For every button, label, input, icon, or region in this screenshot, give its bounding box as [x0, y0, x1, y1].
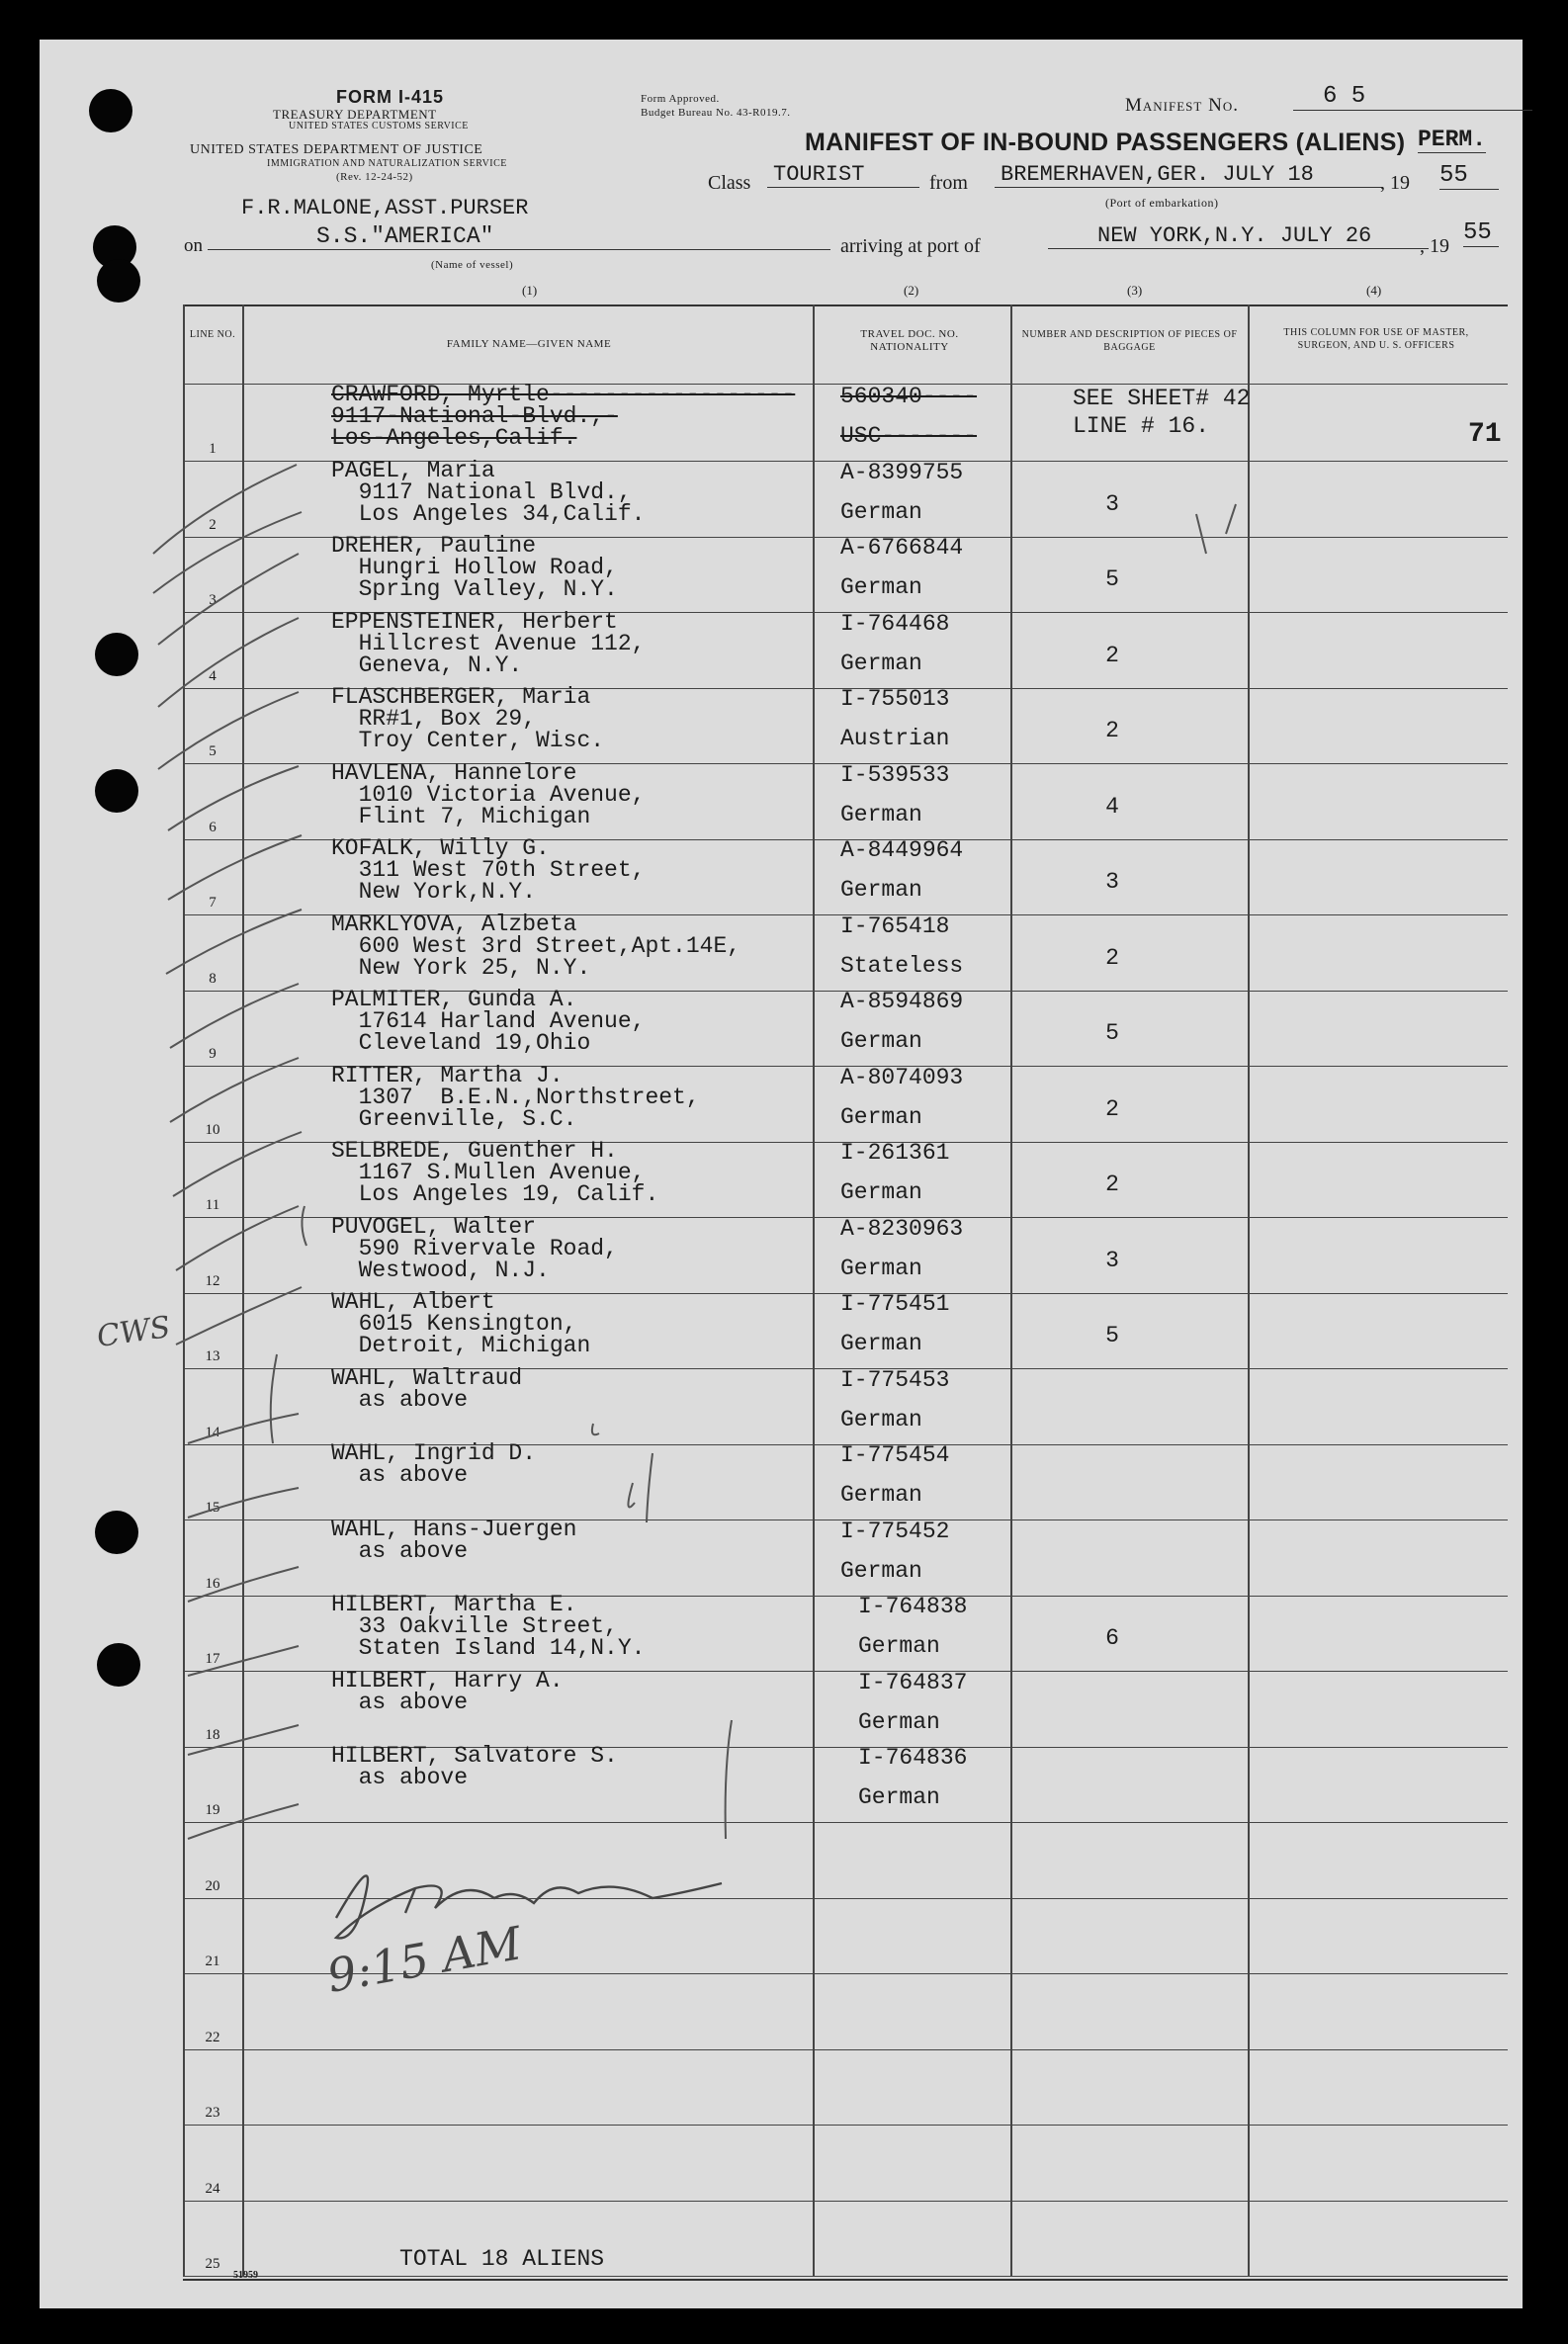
nationality: German	[858, 1708, 940, 1735]
travel-doc-number: A-6766844	[840, 535, 964, 561]
passenger-address-line: as above	[331, 1462, 469, 1488]
manifest-title: MANIFEST OF IN-BOUND PASSENGERS (ALIENS)	[805, 129, 1406, 156]
passenger-address-line: Los-Angeles,Calif.	[331, 425, 577, 451]
passenger-name: FLASCHBERGER, Maria	[331, 684, 591, 710]
vessel-name: S.S."AMERICA"	[208, 223, 830, 250]
margin-initials: CWS	[94, 1309, 173, 1355]
revision-label: (Rev. 12-24-52)	[336, 171, 413, 183]
passenger-address-line: 9117-National-Blvd.,-	[331, 403, 618, 429]
officer-remark: 71	[1468, 419, 1502, 450]
passenger-address-line: 600 West 3rd Street,Apt.14E,	[331, 932, 741, 959]
line-number: 15	[205, 1500, 220, 1516]
column-number-4: (4)	[1366, 283, 1382, 298]
baggage-count: 2	[1105, 642, 1119, 668]
passenger-address-line: 6015 Kensington,	[331, 1311, 577, 1337]
year-prefix-1: , 19	[1380, 172, 1410, 194]
form-approved: Form Approved.	[641, 93, 720, 105]
passenger-address-line: New York 25, N.Y.	[331, 954, 591, 981]
passenger-name: SELBREDE, Guenther H.	[331, 1138, 618, 1164]
line-number: 23	[205, 2105, 220, 2121]
nationality: German	[840, 1406, 922, 1432]
nationality: German	[858, 1633, 940, 1659]
passenger-name: MARKLYOVA, Alzbeta	[331, 911, 577, 937]
passenger-name: HAVLENA, Hannelore	[331, 759, 577, 786]
header-officers: THIS COLUMN FOR USE OF MASTER, SURGEON, AND U. S. OFFICERS	[1283, 327, 1469, 351]
passenger-address-line: as above	[331, 1689, 469, 1715]
passenger-name: HILBERT, Salvatore S.	[331, 1743, 618, 1769]
travel-doc-number: A-8230963	[840, 1215, 964, 1242]
baggage-count: 3	[1105, 490, 1119, 517]
passenger-name: PAGEL, Maria	[331, 457, 495, 483]
travel-doc-number: I-261361	[840, 1140, 950, 1166]
passenger-address-line: 590 Rivervale Road,	[331, 1235, 618, 1261]
baggage-count: 5	[1105, 1323, 1119, 1348]
column-number-3: (3)	[1127, 283, 1143, 298]
nationality: German	[840, 1103, 922, 1130]
from-label: from	[929, 172, 968, 194]
passenger-address-line: Flint 7, Michigan	[331, 803, 591, 829]
passenger-address-line: Geneva, N.Y.	[331, 651, 523, 678]
passenger-name: HILBERT, Martha E.	[331, 1592, 577, 1617]
nationality: German	[840, 650, 922, 676]
line-number: 5	[209, 743, 217, 759]
travel-doc-number: A-8594869	[840, 989, 964, 1014]
passenger-name: WAHL, Waltraud	[331, 1364, 523, 1391]
line-number: 21	[205, 1953, 220, 1969]
passenger-address-line: Hillcrest Avenue 112,	[331, 630, 646, 656]
line-number: 24	[205, 2180, 220, 2197]
passenger-address-line: 1307 B.E.N.,Northstreet,	[331, 1084, 700, 1110]
passenger-address-line: Troy Center, Wisc.	[331, 728, 605, 753]
port-of-embarkation: BREMERHAVEN,GER. JULY 18	[995, 162, 1382, 188]
form-number: FORM I-415	[336, 87, 445, 107]
passenger-name: KOFALK, Willy G.	[331, 835, 550, 861]
nationality: German	[840, 1557, 922, 1584]
travel-doc-number: 560340----	[840, 384, 978, 409]
baggage-count: 5	[1105, 1020, 1119, 1046]
travel-doc-number: I-775452	[840, 1518, 950, 1544]
baggage-count: 4	[1105, 793, 1119, 820]
baggage-count: 2	[1105, 1172, 1119, 1197]
passenger-address-line: 1167 S.Mullen Avenue,	[331, 1160, 646, 1185]
line-number: 4	[209, 667, 217, 684]
header-line-no: LINE NO.	[189, 329, 236, 340]
manifest-type: PERM.	[1418, 127, 1487, 152]
on-label: on	[184, 235, 203, 256]
line-number: 22	[205, 2029, 220, 2045]
passenger-address-line: 33 Oakville Street,	[331, 1613, 618, 1639]
nationality: German	[840, 1255, 922, 1281]
travel-doc-number: I-764468	[840, 610, 950, 637]
vessel-caption: (Name of vessel)	[431, 259, 514, 271]
line-number: 6	[209, 819, 217, 835]
line-number: 14	[205, 1424, 220, 1440]
passenger-name: EPPENSTEINER, Herbert	[331, 608, 618, 635]
nationality: Austrian	[840, 726, 950, 751]
port-of-arrival: NEW YORK,N.Y. JULY 26	[1048, 223, 1429, 249]
year-embarkation: 55	[1439, 162, 1499, 190]
manifest-no: 6 5	[1293, 83, 1532, 111]
passenger-address-line: 311 West 70th Street,	[331, 857, 646, 883]
pencil-check-marks	[40, 40, 1523, 2308]
baggage-count: 2	[1105, 718, 1119, 743]
travel-doc-number: I-539533	[840, 761, 950, 788]
travel-doc-number: A-8449964	[840, 837, 964, 863]
line-number: 9	[209, 1046, 217, 1062]
passenger-address-line: RR#1, Box 29,	[331, 706, 537, 732]
passenger-address-line: Staten Island 14,N.Y.	[331, 1635, 646, 1661]
line-number: 11	[205, 1197, 220, 1213]
passenger-address-line: 1010 Victoria Avenue,	[331, 781, 646, 808]
passenger-name: WAHL, Ingrid D.	[331, 1440, 537, 1466]
line-number: 17	[205, 1651, 220, 1667]
baggage-count: SEE SHEET# 42	[1073, 386, 1251, 411]
travel-doc-number: I-755013	[840, 686, 950, 712]
nationality: German	[840, 1028, 922, 1054]
purser-name: F.R.MALONE,ASST.PURSER	[241, 196, 529, 220]
nationality: German	[840, 877, 922, 903]
nationality: USC-------	[840, 423, 978, 449]
column-number-2: (2)	[904, 283, 919, 298]
passenger-address-line: New York,N.Y.	[331, 879, 537, 905]
passenger-address-line: Hungri Hollow Road,	[331, 555, 618, 580]
year-prefix-2: , 19	[1420, 235, 1449, 257]
baggage-count: 5	[1105, 566, 1119, 592]
port-embarkation-caption: (Port of embarkation)	[1105, 196, 1219, 210]
passenger-name: WAHL, Albert	[331, 1289, 495, 1315]
travel-doc-number: A-8399755	[840, 459, 964, 485]
passenger-address-line: as above	[331, 1765, 469, 1790]
column-number-1: (1)	[522, 283, 538, 298]
passenger-name: HILBERT, Harry A.	[331, 1667, 564, 1693]
header-name: FAMILY NAME—GIVEN NAME	[446, 338, 612, 350]
line-number: 1	[209, 441, 217, 457]
class-value: TOURIST	[767, 162, 919, 188]
passenger-address-line: Greenville, S.C.	[331, 1105, 577, 1132]
travel-doc-number: I-765418	[840, 912, 950, 939]
baggage-count: 2	[1105, 944, 1119, 971]
line-number: 7	[209, 895, 217, 911]
passenger-name: PALMITER, Gunda A.	[331, 987, 577, 1012]
ins-label: IMMIGRATION AND NATURALIZATION SERVICE	[267, 158, 507, 169]
line-number: 25	[205, 2256, 220, 2272]
travel-doc-number: A-8074093	[840, 1064, 964, 1090]
travel-doc-number: I-764838	[858, 1594, 968, 1619]
line-number: 18	[205, 1726, 220, 1743]
line-number: 3	[209, 592, 217, 608]
class-label: Class	[708, 172, 751, 194]
baggage-count: 2	[1105, 1095, 1119, 1122]
line-number: 19	[205, 1802, 220, 1818]
header-travel-doc: TRAVEL DOC. NO. NATIONALITY	[860, 328, 959, 353]
treasury-label: TREASURY DEPARTMENT	[273, 107, 437, 122]
print-code: 51959	[233, 2270, 258, 2281]
nationality: German	[840, 801, 922, 827]
header-baggage: NUMBER AND DESCRIPTION OF PIECES OF BAGGAGE	[1021, 329, 1238, 353]
passenger-address-line: 9117 National Blvd.,	[331, 478, 632, 505]
travel-doc-number: I-775453	[840, 1366, 950, 1393]
nationality: Stateless	[840, 952, 964, 979]
manifest-sheet	[40, 40, 1523, 2308]
passenger-address-line: Westwood, N.J.	[331, 1257, 550, 1283]
nationality: German	[840, 498, 922, 525]
nationality: German	[840, 1179, 922, 1205]
inspection-time-note: 9:15 AM	[322, 1916, 526, 2003]
baggage-count: 3	[1105, 1247, 1119, 1273]
nationality: German	[840, 574, 922, 600]
line-number: 10	[205, 1121, 220, 1138]
passenger-address-line: Los Angeles 19, Calif.	[331, 1181, 659, 1207]
passenger-name: RITTER, Martha J.	[331, 1062, 564, 1088]
passenger-address-line: Cleveland 19,Ohio	[331, 1030, 591, 1056]
travel-doc-number: I-775454	[840, 1442, 950, 1468]
nationality: German	[840, 1331, 922, 1356]
baggage-count: LINE # 16.	[1073, 413, 1210, 439]
line-number: 20	[205, 1877, 220, 1894]
passenger-address-line: 17614 Harland Avenue,	[331, 1008, 646, 1034]
passenger-name: TOTAL 18 ALIENS	[331, 2246, 605, 2272]
passenger-name: CRAWFORD, Myrtle------------------	[331, 382, 796, 407]
year-arrival: 55	[1463, 219, 1499, 247]
nationality: German	[858, 1784, 940, 1810]
line-number: 13	[205, 1348, 220, 1364]
travel-doc-number: I-764836	[858, 1745, 968, 1771]
passenger-address-line: Detroit, Michigan	[331, 1333, 591, 1358]
travel-doc-number: I-775451	[840, 1291, 950, 1317]
travel-doc-number: I-764837	[858, 1669, 968, 1695]
passenger-name: PUVOGEL, Walter	[331, 1213, 537, 1240]
line-number: 12	[205, 1272, 220, 1289]
passenger-name: WAHL, Hans-Juergen	[331, 1516, 577, 1542]
customs-label: UNITED STATES CUSTOMS SERVICE	[289, 121, 469, 131]
manifest-no-label: Manifest No.	[1125, 95, 1239, 116]
line-number: 8	[209, 970, 217, 987]
passenger-address-line: as above	[331, 1537, 469, 1564]
passenger-address-line: Los Angeles 34,Calif.	[331, 500, 646, 527]
arriving-label: arriving at port of	[840, 235, 981, 257]
budget-bureau: Budget Bureau No. 43-R019.7.	[641, 107, 791, 119]
passenger-address-line: as above	[331, 1386, 469, 1413]
justice-label: UNITED STATES DEPARTMENT OF JUSTICE	[190, 142, 483, 157]
line-number: 2	[209, 516, 217, 533]
line-number: 16	[205, 1575, 220, 1592]
passenger-name: DREHER, Pauline	[331, 533, 537, 559]
passenger-address-line: Spring Valley, N.Y.	[331, 576, 618, 602]
baggage-count: 3	[1105, 869, 1119, 895]
nationality: German	[840, 1482, 922, 1508]
baggage-count: 6	[1105, 1625, 1119, 1651]
